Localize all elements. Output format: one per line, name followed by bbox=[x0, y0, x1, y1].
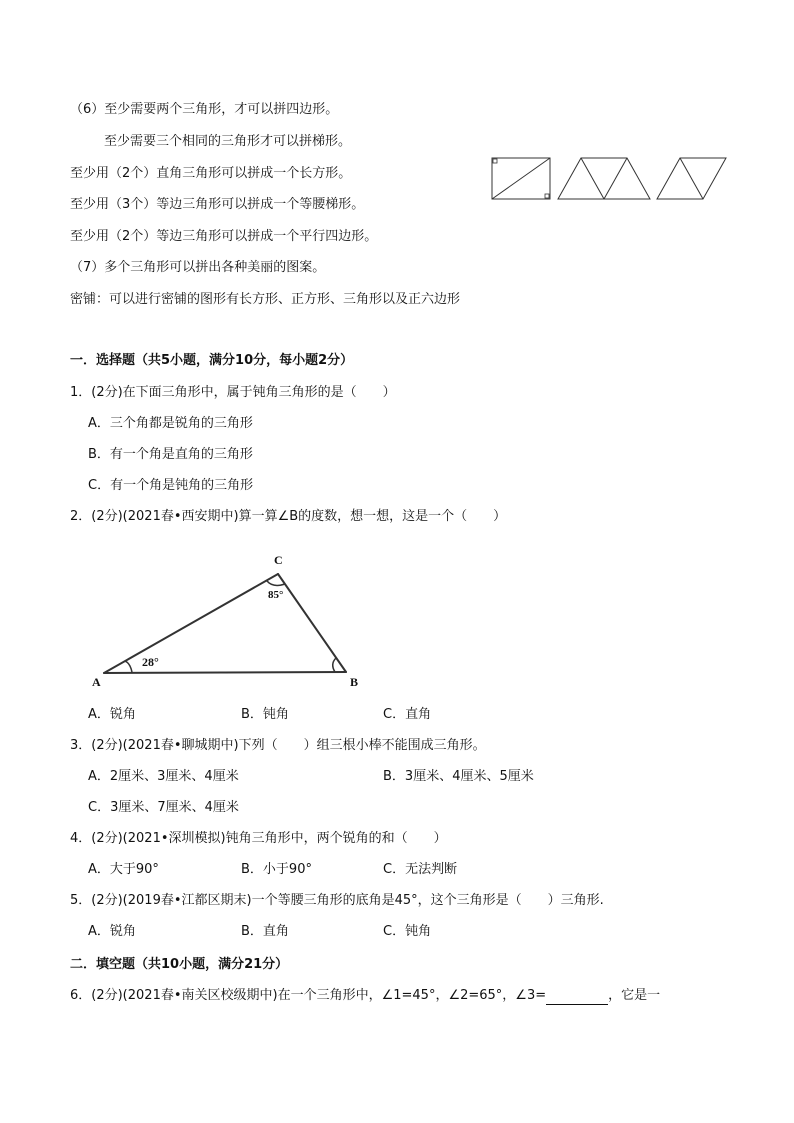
angle-a-label: 28° bbox=[142, 655, 159, 669]
note-line-tessellation: 密铺：可以进行密铺的图形有长方形、正方形、三角形以及正六边形 bbox=[70, 292, 461, 307]
section-heading-fill-in: 二．填空题（共10小题，满分21分） bbox=[70, 957, 289, 972]
question-5-option-a: A．锐角 bbox=[88, 924, 136, 939]
question-4-option-c: C．无法判断 bbox=[383, 862, 458, 877]
question-6-tail: ，它是一 bbox=[608, 988, 661, 1003]
question-3-option-b: B．3厘米、4厘米、5厘米 bbox=[383, 769, 534, 784]
question-1-stem: 1．(2分)在下面三角形中，属于钝角三角形的是（ ） bbox=[70, 385, 396, 400]
question-6-stem: 6．(2分)(2021春•南关区校级期中)在一个三角形中，∠1=45°，∠2=65°，∠3= bbox=[70, 988, 547, 1003]
question-2-option-a: A．锐角 bbox=[88, 707, 136, 722]
question-3-stem: 3．(2分)(2021春•聊城期中)下列（ ）组三根小棒不能围成三角形。 bbox=[70, 738, 486, 753]
note-line-7: （7）多个三角形可以拼出各种美丽的图案。 bbox=[70, 260, 326, 275]
question-1-option-b: B．有一个角是直角的三角形 bbox=[88, 447, 253, 462]
question-2-option-b: B．钝角 bbox=[241, 707, 289, 722]
question-5-option-c: C．钝角 bbox=[383, 924, 432, 939]
question-1-option-a: A．三个角都是锐角的三角形 bbox=[88, 416, 253, 431]
triangle-label-a: A bbox=[92, 675, 101, 689]
tiling-shapes-figure bbox=[490, 155, 730, 203]
question-1-option-c: C．有一个角是钝角的三角形 bbox=[88, 478, 254, 493]
question-5-stem: 5．(2分)(2019春•江都区期末)一个等腰三角形的底角是45°，这个三角形是（ ）三角形. bbox=[70, 893, 604, 908]
question-3-option-a: A．2厘米、3厘米、4厘米 bbox=[88, 769, 239, 784]
note-line-parallelogram: 至少用（2个）等边三角形可以拼成一个平行四边形。 bbox=[70, 229, 378, 244]
question-2-option-c: C．直角 bbox=[383, 707, 432, 722]
triangle-abc-figure bbox=[88, 548, 368, 693]
question-4-option-b: B．小于90° bbox=[241, 862, 312, 877]
question-4-stem: 4．(2分)(2021•深圳模拟)钝角三角形中，两个锐角的和（ ） bbox=[70, 831, 447, 846]
question-4-option-a: A．大于90° bbox=[88, 862, 159, 877]
answer-blank[interactable] bbox=[546, 990, 608, 1005]
question-2-stem: 2．(2分)(2021春•西安期中)算一算∠B的度数，想一想，这是一个（ ） bbox=[70, 509, 507, 524]
note-line-rectangle: 至少用（2个）直角三角形可以拼成一个长方形。 bbox=[70, 166, 352, 181]
triangle-label-b: B bbox=[350, 675, 359, 689]
note-line-isosceles-trapezoid: 至少用（3个）等边三角形可以拼成一个等腰梯形。 bbox=[70, 197, 365, 212]
triangle-label-c: C bbox=[274, 553, 283, 567]
question-5-option-b: B．直角 bbox=[241, 924, 289, 939]
trapezoid-shape bbox=[558, 158, 650, 199]
question-3-option-c: C．3厘米、7厘米、4厘米 bbox=[88, 800, 239, 815]
note-line-6: （6）至少需要两个三角形，才可以拼四边形。 bbox=[70, 102, 339, 117]
angle-c-label: 85° bbox=[268, 589, 284, 601]
note-line-trapezoid: 至少需要三个相同的三角形才可以拼梯形。 bbox=[104, 134, 352, 149]
question-6-line bbox=[70, 987, 660, 1005]
section-heading-choice: 一．选择题（共5小题，满分10分，每小题2分） bbox=[70, 353, 354, 368]
